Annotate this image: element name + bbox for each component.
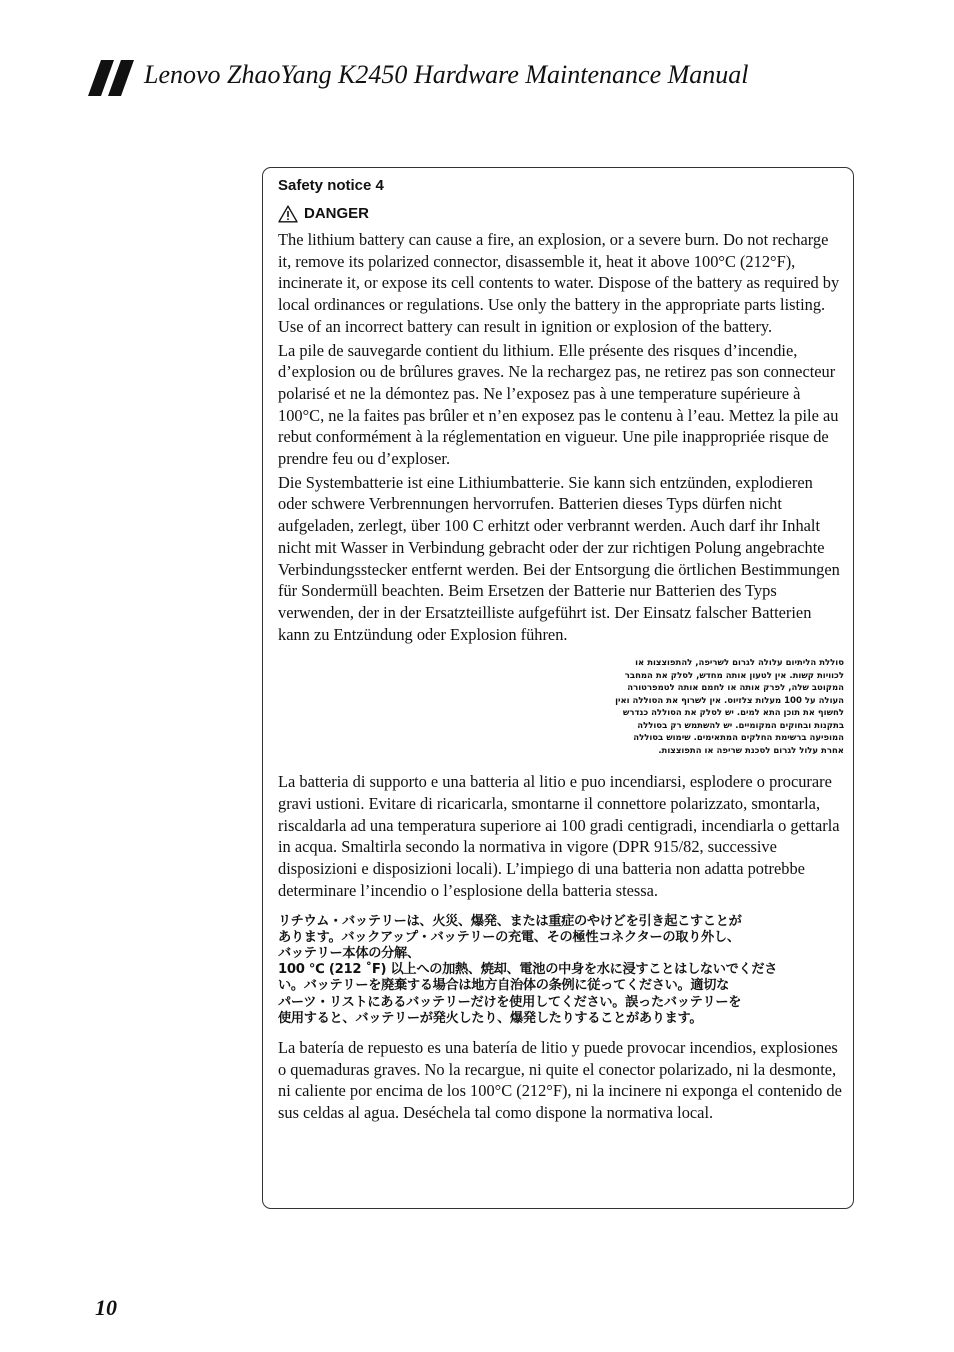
japanese-line: い。バッテリーを廃棄する場合は地方自治体の条例に従ってください。適切な — [278, 978, 730, 994]
hebrew-line: בתקנות ובחוקים המקומיים. יש להשתמש רק בסוללה — [637, 720, 844, 731]
danger-label-row — [278, 205, 844, 223]
hebrew-line: לחשוף את תוכן התא למים. יש לסלק את הסוללה כנדרש — [622, 708, 844, 719]
japanese-line: バッテリー本体の分解、 — [278, 945, 420, 961]
notice-heading: Safety notice 4 — [278, 177, 384, 194]
japanese-line: リチウム・バッテリーは、火災、爆発、または重症のやけどを引き起こすことが — [278, 913, 742, 929]
hebrew-warning — [278, 657, 844, 757]
spanish-warning: La batería de repuesto es una batería de litio y puede provocar incendios, explosiones o quemaduras graves. No la recargue, ni quite el conector polarizado, ni la desmonte, ni caliente por encima de los 100°C (212°F), ni la incinere ni exponga el contenido de sus celdas al agua. Deséchela tal como dispone la normativa local. — [278, 1038, 842, 1123]
japanese-line: パーツ・リストにあるバッテリーだけを使用してください。誤ったバッテリーを — [278, 994, 742, 1010]
italian-warning: La batteria di supporto e una batteria al litio e puo incendiarsi, esplodere o procurare gravi ustioni. Evitare di ricaricarla, smontarne il connettore polarizzato, smontarla, riscaldarla ad una temperatura superiore ai 100 gradi centigradi, incendiarla o gettarla in acqua. Smaltirla secondo la normativa in vigore (DPR 915/82, successive disposizioni e disposizioni locali). L’impiego di una batteria non adatta potrebbe determinare l’incendio o l’esplosione della batteria stessa. — [278, 772, 840, 900]
double-slash-logo-icon — [88, 60, 134, 96]
french-warning: La pile de sauvegarde contient du lithium. Elle présente des risques d’incendie, d’explosion ou de brûlures graves. Ne la rechargez pas, ne retirez pas son connecteur polarisé et ne la démontez pas. Ne l’exposez pas à une temperature supérieure à 100°C, ne la faites pas brûler et n’en exposez pas le contenu à l’eau. Mettez la pile au rebut conformément à la réglementation en vigueur. Une pile inappropriée risque de prendre feu ou d’exploser. — [278, 340, 839, 469]
hebrew-line: סוללת הליתיום עלולה לגרום לשריפה, להתפוצצות או — [635, 658, 844, 669]
japanese-line: 100 ℃ (212 ˚F) 以上への加熱、焼却、電池の中身を水に浸すことはしないでくださ — [278, 962, 778, 978]
japanese-line: 使用すると、バッテリーが発火したり、爆発したりすることがあります。 — [278, 1010, 703, 1026]
english-warning: The lithium battery can cause a fire, an explosion, or a severe burn. Do not recharge it, remove its polarized connector, disassemble it, heat it above 100°C (212°F), incinerate it, or expose its cell contents to water. Dispose of the battery as required by local ordinances or regulations. Use only the battery in the appropriate parts listing. Use of an incorrect battery can result in ignition or explosion of the battery. — [278, 230, 840, 336]
hebrew-line: העולה על 100 מעלות צלזיוס. אין לשרוף את הסוללה ואין — [615, 695, 844, 706]
hebrew-line: המקוטב שלה, לפרק אותה או לחמם אותה לטמפרטורה — [627, 683, 844, 694]
page-number: 10 — [95, 1295, 117, 1320]
safety-notice-content — [278, 175, 844, 1124]
hebrew-line: לכוויות קשות. אין לטעון אותה מחדש, לסלק את המחבר — [624, 670, 844, 681]
japanese-line: あります。バックアップ・バッテリーの充電、その極性コネクターの取り外し、 — [278, 929, 740, 945]
hebrew-line: המופיעה ברשימת החלקים המתאימים. שימוש בסוללה — [633, 733, 844, 744]
japanese-warning — [278, 914, 844, 1027]
manual-title: Lenovo ZhaoYang K2450 Hardware Maintenance Manual — [144, 60, 749, 89]
warning-triangle-icon — [278, 205, 298, 223]
hebrew-line: אחרת עלול לגרום לסכנת שריפה או התפוצצות. — [658, 745, 844, 756]
german-warning: Die Systembatterie ist eine Lithiumbatterie. Sie kann sich entzünden, explodieren oder schwere Verbrennungen hervorrufen. Batterien dieses Typs dürfen nicht aufgeladen, zerlegt, über 100 C erhitzt oder verbrannt werden. Auch darf ihr Inhalt nicht mit Wasser in Verbindung gebracht oder der zur richtigen Polung angebrachte Verbindungsstecker entfernt werden. Bei der Entsorgung die örtlichen Bestimmungen für Sondermüll beachten. Beim Ersetzen der Batterie nur Batterien des Typs verwenden, der in der Ersatzteilliste aufgeführt ist. Der Einsatz falscher Batterien kann zu Entzündung oder Explosion führen. — [278, 472, 840, 644]
danger-label: DANGER — [304, 205, 370, 222]
